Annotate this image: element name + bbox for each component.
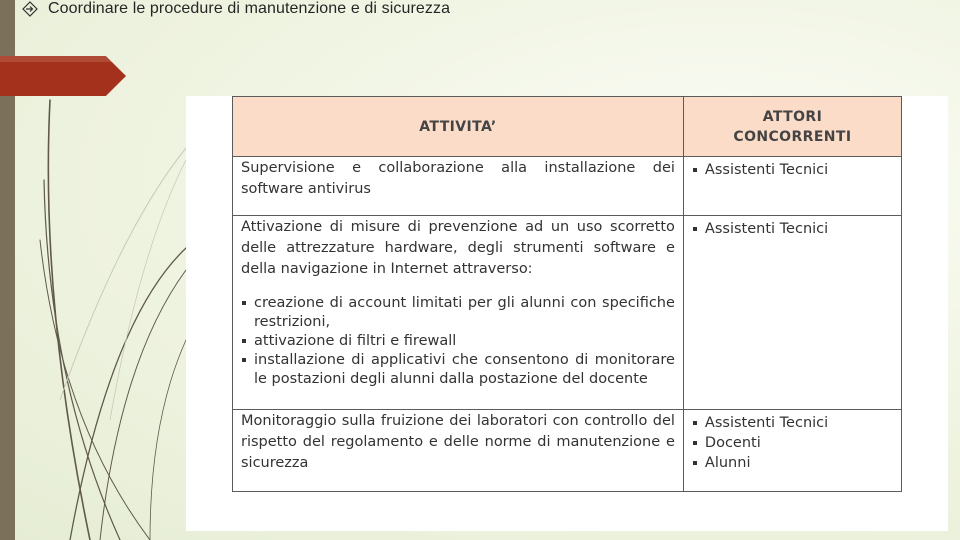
sub-item: attivazione di filtri e firewall <box>241 332 675 351</box>
sub-item: installazione di applicativi che consentono di monitorare le postazioni degli alunni dalla postazione del docente <box>241 351 675 389</box>
header-activity: ATTIVITA’ <box>233 97 684 157</box>
header-actors <box>683 97 901 157</box>
actor-item: Assistenti Tecnici <box>692 413 893 433</box>
diamond-bullet-icon <box>22 1 38 17</box>
header-actors-label: ATTORI CONCORRENTI <box>733 108 852 145</box>
actors-cell <box>683 410 901 492</box>
activity-text: Attivazione di misure di prevenzione ad un uso scorretto delle attrezzature hardware, degli strumenti software e della navigazione in Internet attraverso: <box>241 219 675 277</box>
table-header-row <box>233 97 902 157</box>
actor-item: Alunni <box>692 453 893 473</box>
actor-item: Docenti <box>692 433 893 453</box>
slide-title-row <box>22 0 450 18</box>
table-panel <box>186 96 948 531</box>
activity-cell: Monitoraggio sulla fruizione dei laboratori con controllo del rispetto del regolamento e delle norme di manutenzione e sicurezza <box>233 410 684 492</box>
table-row <box>233 216 902 410</box>
activity-cell <box>233 216 684 410</box>
slide-title: Coordinare le procedure di manutenzione e di sicurezza <box>48 0 451 17</box>
activity-cell: Supervisione e collaborazione alla installazione dei software antivirus <box>233 157 684 216</box>
activities-table <box>232 96 902 492</box>
sub-item: creazione di account limitati per gli alunni con specifiche restrizioni, <box>241 294 675 332</box>
table-row <box>233 410 902 492</box>
table-row <box>233 157 902 216</box>
actor-item: Assistenti Tecnici <box>692 160 893 180</box>
slide-marker-tab <box>0 56 126 96</box>
actor-item: Assistenti Tecnici <box>692 219 893 239</box>
activity-sub-list <box>241 294 675 389</box>
actors-cell <box>683 216 901 410</box>
actors-cell <box>683 157 901 216</box>
